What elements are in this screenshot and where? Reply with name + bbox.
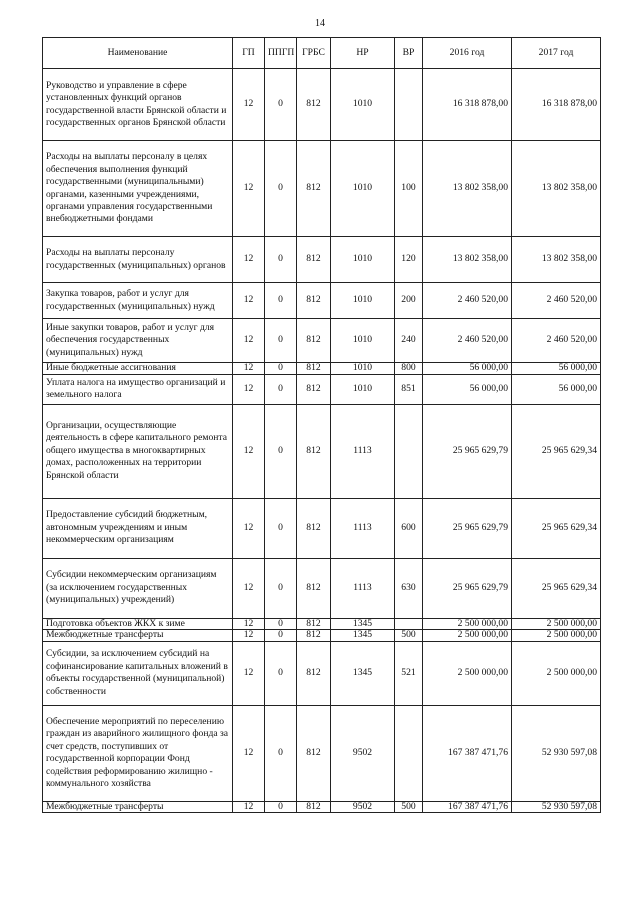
row-vr [395, 69, 423, 141]
row-grbs: 812 [297, 630, 331, 642]
row-vr: 630 [395, 558, 423, 618]
table-row [43, 141, 601, 237]
row-2017: 52 930 597,08 [512, 801, 601, 813]
row-ppgp: 0 [265, 705, 297, 801]
row-2017: 56 000,00 [512, 374, 601, 404]
row-ppgp: 0 [265, 363, 297, 375]
table-row [43, 374, 601, 404]
row-gp: 12 [233, 374, 265, 404]
row-2016: 2 500 000,00 [423, 641, 512, 705]
row-2017: 2 460 520,00 [512, 283, 601, 319]
row-2016: 25 965 629,79 [423, 558, 512, 618]
row-np: 9502 [331, 705, 395, 801]
row-2017: 13 802 358,00 [512, 141, 601, 237]
row-name: Закупка товаров, работ и услуг для государственных (муниципальных) нужд [43, 283, 233, 319]
header-grbs: ГРБС [297, 38, 331, 69]
row-gp: 12 [233, 641, 265, 705]
row-grbs: 812 [297, 319, 331, 363]
row-2017: 2 500 000,00 [512, 641, 601, 705]
row-2016: 13 802 358,00 [423, 141, 512, 237]
row-gp: 12 [233, 630, 265, 642]
table-row [43, 641, 601, 705]
row-2016: 56 000,00 [423, 363, 512, 375]
table-row [43, 630, 601, 642]
row-np: 1113 [331, 558, 395, 618]
table-header-row [43, 38, 601, 69]
row-grbs: 812 [297, 374, 331, 404]
row-name: Предоставление субсидий бюджетным, автономным учреждениям и иным некоммерческим организациям [43, 498, 233, 558]
row-2017: 52 930 597,08 [512, 705, 601, 801]
row-gp: 12 [233, 705, 265, 801]
row-name: Руководство и управление в сфере установленных функций органов государственной власти Брянской области и государственных органов Брянской области [43, 69, 233, 141]
header-vr: ВР [395, 38, 423, 69]
row-2017: 16 318 878,00 [512, 69, 601, 141]
row-grbs: 812 [297, 801, 331, 813]
row-np: 1010 [331, 363, 395, 375]
row-2017: 25 965 629,34 [512, 558, 601, 618]
table-row [43, 498, 601, 558]
row-grbs: 812 [297, 404, 331, 498]
row-np: 1113 [331, 404, 395, 498]
row-np: 1010 [331, 374, 395, 404]
row-name: Расходы на выплаты персоналу в целях обеспечения выполнения функций государственными (муниципальными) органами, казенными учреждениями, органами управления государственными внебюджетными фондами [43, 141, 233, 237]
row-ppgp: 0 [265, 319, 297, 363]
row-2016: 2 500 000,00 [423, 630, 512, 642]
row-name: Иные бюджетные ассигнования [43, 363, 233, 375]
row-2017: 25 965 629,34 [512, 404, 601, 498]
row-gp: 12 [233, 69, 265, 141]
row-gp: 12 [233, 319, 265, 363]
row-grbs: 812 [297, 363, 331, 375]
row-gp: 12 [233, 558, 265, 618]
row-gp: 12 [233, 141, 265, 237]
row-grbs: 812 [297, 283, 331, 319]
row-2017: 56 000,00 [512, 363, 601, 375]
header-ppgp: ППГП [265, 38, 297, 69]
row-name: Уплата налога на имущество организаций и земельного налога [43, 374, 233, 404]
row-np: 1113 [331, 498, 395, 558]
row-vr: 521 [395, 641, 423, 705]
row-2016: 25 965 629,79 [423, 404, 512, 498]
row-2016: 2 460 520,00 [423, 319, 512, 363]
row-np: 1010 [331, 141, 395, 237]
table-row [43, 237, 601, 283]
row-vr [395, 618, 423, 630]
row-np: 1010 [331, 69, 395, 141]
table-row [43, 283, 601, 319]
row-vr [395, 404, 423, 498]
row-2016: 167 387 471,76 [423, 801, 512, 813]
row-name: Обеспечение мероприятий по переселению граждан из аварийного жилищного фонда за счет средств, поступивших от государственной корпорации Фонд содействия реформированию жилищно - коммунального хозяйства [43, 705, 233, 801]
row-np: 1010 [331, 319, 395, 363]
table-row [43, 404, 601, 498]
row-vr: 851 [395, 374, 423, 404]
row-ppgp: 0 [265, 69, 297, 141]
row-vr: 800 [395, 363, 423, 375]
row-2016: 13 802 358,00 [423, 237, 512, 283]
table-row [43, 705, 601, 801]
row-ppgp: 0 [265, 374, 297, 404]
row-2016: 2 500 000,00 [423, 618, 512, 630]
row-np: 1010 [331, 237, 395, 283]
row-gp: 12 [233, 404, 265, 498]
row-2016: 25 965 629,79 [423, 498, 512, 558]
row-gp: 12 [233, 363, 265, 375]
row-2016: 56 000,00 [423, 374, 512, 404]
row-ppgp: 0 [265, 237, 297, 283]
row-grbs: 812 [297, 641, 331, 705]
row-2016: 16 318 878,00 [423, 69, 512, 141]
row-vr: 120 [395, 237, 423, 283]
table-row [43, 69, 601, 141]
row-np: 1345 [331, 641, 395, 705]
row-ppgp: 0 [265, 283, 297, 319]
row-gp: 12 [233, 237, 265, 283]
row-name: Межбюджетные трансферты [43, 801, 233, 813]
row-ppgp: 0 [265, 558, 297, 618]
row-gp: 12 [233, 801, 265, 813]
row-ppgp: 0 [265, 641, 297, 705]
row-grbs: 812 [297, 618, 331, 630]
row-np: 1010 [331, 283, 395, 319]
row-ppgp: 0 [265, 498, 297, 558]
table-row [43, 618, 601, 630]
row-grbs: 812 [297, 498, 331, 558]
row-vr: 600 [395, 498, 423, 558]
row-vr [395, 705, 423, 801]
row-vr: 240 [395, 319, 423, 363]
row-gp: 12 [233, 498, 265, 558]
table-row [43, 558, 601, 618]
row-vr: 100 [395, 141, 423, 237]
row-grbs: 812 [297, 69, 331, 141]
row-grbs: 812 [297, 558, 331, 618]
row-2017: 2 500 000,00 [512, 618, 601, 630]
row-ppgp: 0 [265, 618, 297, 630]
table-row [43, 801, 601, 813]
header-name: Наименование [43, 38, 233, 69]
row-name: Подготовка объектов ЖКХ к зиме [43, 618, 233, 630]
row-2016: 167 387 471,76 [423, 705, 512, 801]
budget-table [42, 37, 601, 813]
row-2017: 2 500 000,00 [512, 630, 601, 642]
header-gp: ГП [233, 38, 265, 69]
row-name: Организации, осуществляющие деятельность в сфере капитального ремонта общего имущества в многоквартирных домах, расположенных на территории Брянской области [43, 404, 233, 498]
row-ppgp: 0 [265, 630, 297, 642]
row-grbs: 812 [297, 237, 331, 283]
row-2017: 13 802 358,00 [512, 237, 601, 283]
row-np: 9502 [331, 801, 395, 813]
row-ppgp: 0 [265, 141, 297, 237]
row-np: 1345 [331, 630, 395, 642]
row-grbs: 812 [297, 705, 331, 801]
row-grbs: 812 [297, 141, 331, 237]
table-row [43, 363, 601, 375]
table-row [43, 319, 601, 363]
row-vr: 200 [395, 283, 423, 319]
row-name: Субсидии, за исключением субсидий на софинансирование капитальных вложений в объекты государственной (муниципальной) собственности [43, 641, 233, 705]
row-vr: 500 [395, 630, 423, 642]
row-gp: 12 [233, 283, 265, 319]
header-2017: 2017 год [512, 38, 601, 69]
row-name: Субсидии некоммерческим организациям (за исключением государственных (муниципальных) учреждений) [43, 558, 233, 618]
row-np: 1345 [331, 618, 395, 630]
row-2017: 25 965 629,34 [512, 498, 601, 558]
header-np: НР [331, 38, 395, 69]
row-name: Межбюджетные трансферты [43, 630, 233, 642]
row-ppgp: 0 [265, 404, 297, 498]
row-gp: 12 [233, 618, 265, 630]
row-2016: 2 460 520,00 [423, 283, 512, 319]
row-name: Расходы на выплаты персоналу государственных (муниципальных) органов [43, 237, 233, 283]
header-2016: 2016 год [423, 38, 512, 69]
row-2017: 2 460 520,00 [512, 319, 601, 363]
row-vr: 500 [395, 801, 423, 813]
row-ppgp: 0 [265, 801, 297, 813]
page-number: 14 [315, 18, 325, 29]
row-name: Иные закупки товаров, работ и услуг для обеспечения государственных (муниципальных) нужд [43, 319, 233, 363]
